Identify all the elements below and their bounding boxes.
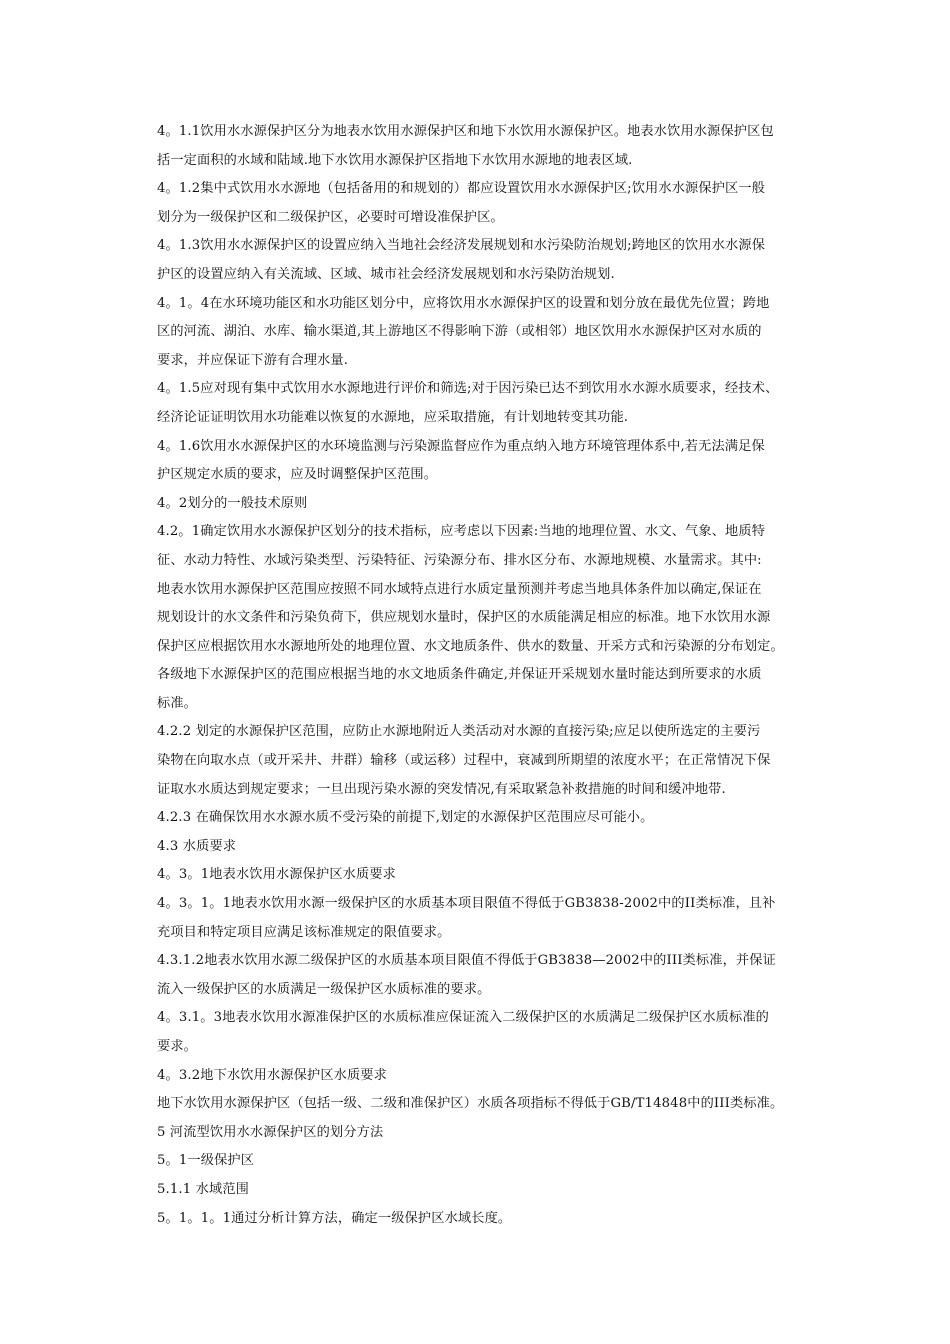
text-line: 流入一级保护区的水质满足一级保护区水质标准的要求。 bbox=[157, 981, 491, 997]
text-line: 4。1。4在水环境功能区和水功能区划分中，应将饮用水水源保护区的设置和划分放在最优先位置；跨地 bbox=[157, 295, 770, 311]
text-line: 4.2。1确定饮用水水源保护区划分的技术指标，应考虑以下因素:当地的地理位置、水文、气象、地质特 bbox=[157, 524, 766, 540]
text-line: 证取水水质达到规定要求；一旦出现污染水源的突发情况,有采取紧急补救措施的时间和缓冲地带. bbox=[157, 781, 726, 797]
text-line: 区的河流、湖泊、水库、输水渠道,其上游地区不得影响下游（或相邻）地区饮用水水源保护区对水质的 bbox=[157, 324, 762, 340]
text-line: 4。1.5应对现有集中式饮用水水源地进行评价和筛选;对于因污染已达不到饮用水水源水质要求，经技术、 bbox=[157, 381, 779, 397]
text-line: 各级地下水源保护区的范围应根据当地的水文地质条件确定,并保证开采规划水量时能达到所要求的水质 bbox=[157, 667, 762, 683]
text-line: 5。1。1。1通过分析计算方法，确定一级保护区水域长度。 bbox=[157, 1210, 512, 1226]
text-line: 5.1.1 水域范围 bbox=[157, 1181, 249, 1197]
text-line: 4。3.1。3地表水饮用水源准保护区的水质标准应保证流入二级保护区的水质满足二级保护区水质标准的 bbox=[157, 1010, 770, 1026]
text-line: 护区的设置应纳入有关流域、区域、城市社会经济发展规划和水污染防治规划. bbox=[157, 266, 615, 282]
text-line: 划分为一级保护区和二级保护区，必要时可增设准保护区。 bbox=[157, 209, 504, 225]
text-line: 护区规定水质的要求，应及时调整保护区范围。 bbox=[157, 467, 438, 483]
text-line: 地表水饮用水源保护区范围应按照不同水域特点进行水质定量预测并考虑当地具体条件加以确定,保证在 bbox=[157, 581, 762, 597]
text-line: 4。3.2地下水饮用水源保护区水质要求 bbox=[157, 1067, 388, 1083]
text-line: 要求。 bbox=[157, 1039, 198, 1054]
text-line: 4。1.2集中式饮用水水源地（包括备用的和规划的）都应设置饮用水水源保护区;饮用水水源保护区一般 bbox=[157, 181, 766, 197]
text-line: 4.2.3 在确保饮用水水源水质不受污染的前提下,划定的水源保护区范围应尽可能小。 bbox=[157, 810, 654, 826]
text-line: 4.3 水质要求 bbox=[157, 838, 237, 854]
text-line: 括一定面积的水域和陆域.地下水饮用水源保护区指地下水饮用水源地的地表区域. bbox=[157, 152, 633, 168]
text-line: 4.2.2 划定的水源保护区范围，应防止水源地附近人类活动对水源的直接污染;应足以使所选定的主要污 bbox=[157, 724, 761, 740]
text-line: 保护区应根据饮用水水源地所处的地理位置、水文地质条件、供水的数量、开采方式和污染源的分布划定。 bbox=[157, 638, 784, 654]
document-body bbox=[157, 118, 800, 1233]
text-line: 染物在向取水点（或开采井、井群）输移（或运移）过程中，衰减到所期望的浓度水平；在正常情况下保 bbox=[157, 753, 771, 769]
text-line: 5 河流型饮用水水源保护区的划分方法 bbox=[157, 1124, 384, 1140]
text-line: 地下水饮用水源保护区（包括一级、二级和准保护区）水质各项指标不得低于GB/T14848中的III类标准。 bbox=[157, 1096, 784, 1112]
text-line: 5。1一级保护区 bbox=[157, 1153, 255, 1169]
text-line: 4。3。1。1地表水饮用水源一级保护区的水质基本项目限值不得低于GB3838-2002中的II类标准，且补 bbox=[157, 896, 776, 912]
text-line: 要求，并应保证下游有合理水量. bbox=[157, 352, 349, 368]
text-line: 4。1.6饮用水水源保护区的水环境监测与污染源监督应作为重点纳入地方环境管理体系中,若无法满足保 bbox=[157, 438, 765, 454]
text-line: 4.3.1.2地表水饮用水源二级保护区的水质基本项目限值不得低于GB3838—2002中的III类标准，并保证 bbox=[157, 953, 776, 969]
text-line: 标准。 bbox=[157, 695, 198, 711]
text-line: 征、水动力特性、水域污染类型、污染特征、污染源分布、排水区分布、水源地规模、水量需求。其中: bbox=[157, 552, 762, 568]
text-line: 经济论证证明饮用水功能难以恢复的水源地，应采取措施，有计划地转变其功能. bbox=[157, 409, 629, 425]
text-line: 4。1.3饮用水水源保护区的设置应纳入当地社会经济发展规划和水污染防治规划;跨地区的饮用水水源保 bbox=[157, 238, 766, 254]
text-line: 4。3。1地表水饮用水源保护区水质要求 bbox=[157, 867, 397, 883]
text-line: 充项目和特定项目应满足该标准规定的限值要求。 bbox=[157, 924, 451, 940]
text-line: 4。2划分的一般技术原则 bbox=[157, 495, 308, 511]
text-line: 4。1.1饮用水水源保护区分为地表水饮用水源保护区和地下水饮用水源保护区。地表水饮用水源保护区包 bbox=[157, 124, 774, 139]
text-line: 规划设计的水文条件和污染负荷下，供应规划水量时，保护区的水质能满足相应的标准。地下水饮用水源 bbox=[157, 610, 771, 626]
